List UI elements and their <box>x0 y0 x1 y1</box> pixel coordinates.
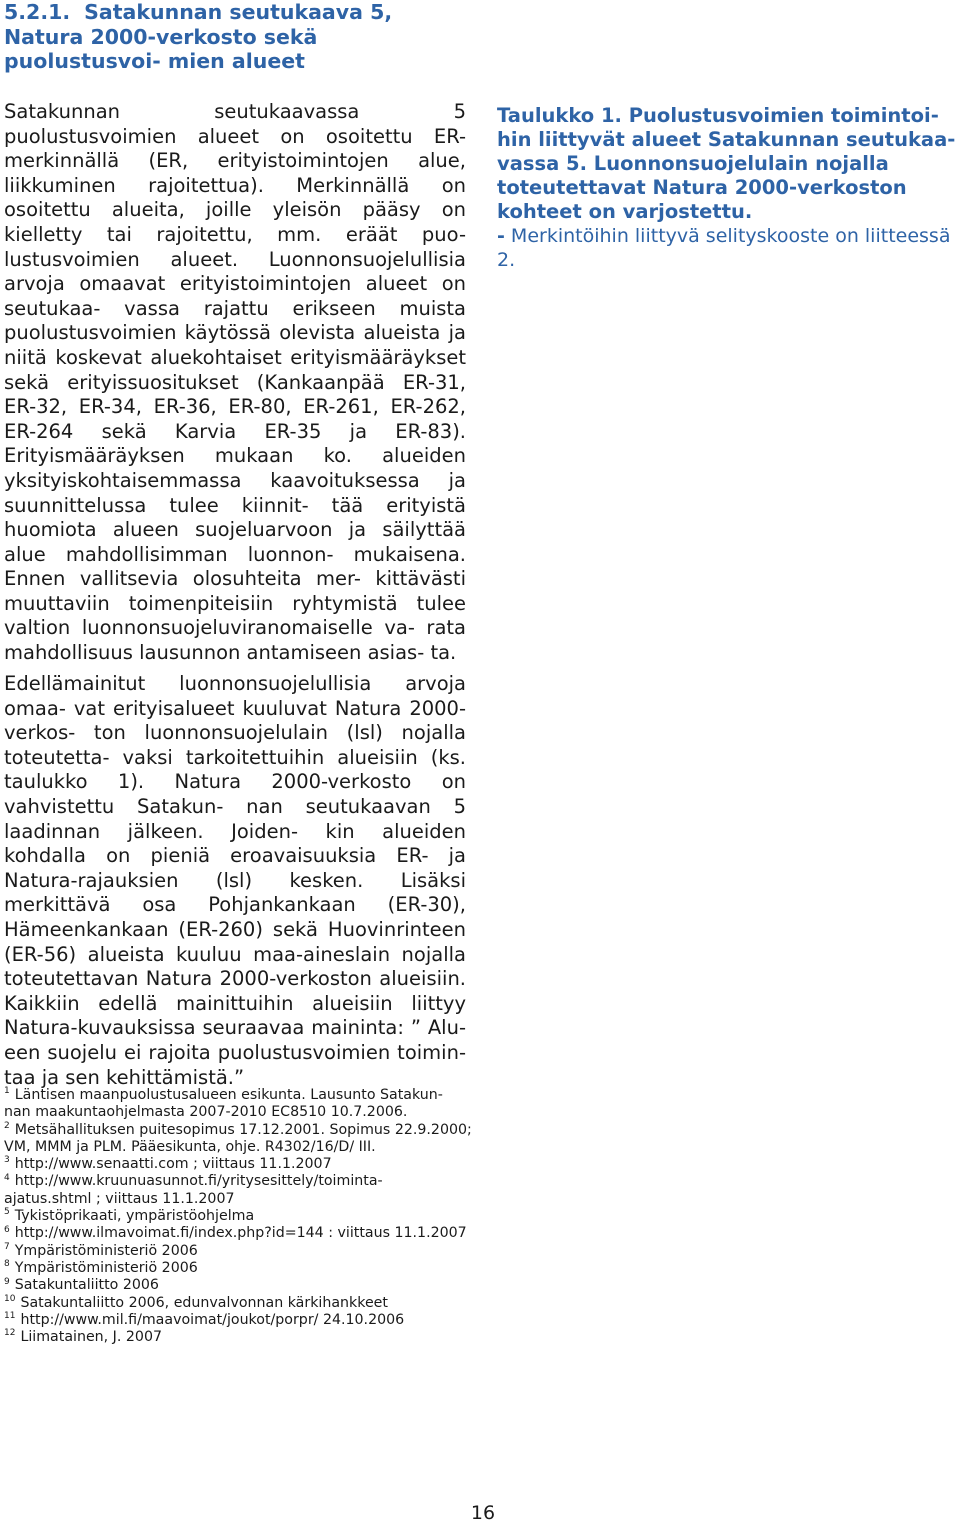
footnote <box>4 1122 474 1157</box>
footnote-text: Liimatainen, J. 2007 <box>20 1329 162 1346</box>
section-title: Satakunnan seutukaava 5, Natura 2000-verkosto sekä puolustusvoi- mien alueet <box>4 0 393 73</box>
footnote-number: 11 <box>4 1311 16 1322</box>
footnote-number: 6 <box>4 1224 10 1235</box>
footnote <box>4 1225 474 1242</box>
footnote <box>4 1260 474 1277</box>
footnote <box>4 1312 474 1329</box>
footnote <box>4 1329 474 1346</box>
footnote-text: Ympäristöministeriö 2006 <box>14 1242 198 1259</box>
footnote-text: Tykistöprikaati, ympäristöohjelma <box>14 1208 255 1225</box>
footnote <box>4 1277 474 1294</box>
footnote <box>4 1243 474 1260</box>
footnote-number: 7 <box>4 1241 10 1252</box>
footnote-number: 9 <box>4 1276 10 1287</box>
table-caption-block <box>497 104 960 272</box>
footnote <box>4 1173 474 1208</box>
footnote-number: 1 <box>4 1086 10 1097</box>
table-note-text: Merkintöihin liittyvä selityskooste on liitteessä 2. <box>497 225 951 271</box>
footnote-text: Läntisen maanpuolustusalueen esikunta. Lausunto Satakun- nan maakuntaohjelmasta 2007-2010 EC8510 10.7.2006. <box>4 1087 443 1121</box>
footnote-number: 4 <box>4 1172 10 1183</box>
footnote-number: 10 <box>4 1293 16 1304</box>
footnote-number: 12 <box>4 1328 16 1339</box>
footnote <box>4 1208 474 1225</box>
table-note-dash: - <box>497 225 505 247</box>
footnote-text: Metsähallituksen puitesopimus 17.12.2001. Sopimus 22.9.2000; VM, MMM ja PLM. Pääesikunta, ohje. R4302/16/D/ III. <box>4 1121 472 1155</box>
footnotes-list <box>4 1087 474 1346</box>
footnote-number: 3 <box>4 1155 10 1166</box>
footnote-text: Satakuntaliitto 2006 <box>14 1277 159 1294</box>
table-caption: Taulukko 1. Puolustusvoimien toimintoi- hin liittyvät alueet Satakunnan seutukaa- vassa 5. Luonnonsuojelulain nojalla toteutettavat Natura 2000-verkoston kohteet on varjostettu. <box>497 104 956 223</box>
footnote-text: http://www.ilmavoimat.fi/index.php?id=144 : viittaus 11.1.2007 <box>14 1225 467 1242</box>
footnote-text: http://www.mil.fi/maavoimat/joukot/porpr/ 24.10.2006 <box>20 1311 405 1328</box>
section-number: 5.2.1. <box>4 0 71 24</box>
footnote <box>4 1156 474 1173</box>
footnote-text: Ympäristöministeriö 2006 <box>14 1259 198 1276</box>
footnote-number: 2 <box>4 1120 10 1131</box>
footnote-text: Satakuntaliitto 2006, edunvalvonnan kärkihankkeet <box>20 1294 388 1311</box>
footnote-number: 8 <box>4 1259 10 1270</box>
body-paragraph-1: Satakunnan seutukaavassa 5 puolustusvoimien alueet on osoitettu ER-merkinnällä (ER, erityistoimintojen alue, liikkuminen rajoitettua). Merkinnällä on osoitettu alueita, joille yleisön pääsy on kielletty tai rajoitettu, mm. eräät puo- lustusvoimien alueet. Luonnonsuojelullisia arvoja omaavat erityistoimintojen alueet on seutukaa- vassa rajattu erikseen muista puolustusvoimien käytössä olevista alueista ja niitä koskevat aluekohtaiset erityismääräykset sekä erityissuositukset (Kankaanpää ER-31, ER-32, ER-34, ER-36, ER-80, ER-261, ER-262, ER-264 sekä Karvia ER-35 ja ER-83). Erityismääräyksen mukaan ko. alueiden yksityiskohtaisemmassa kaavoituksessa ja suunnittelussa tulee kiinnit- tää erityistä huomiota alueen suojeluarvoon ja säilyttää alue mahdollisimman luonnon- mukaisena. Ennen vallitsevia olosuhteita mer- kittävästi muuttaviin toimenpiteisiin ryhtymistä tulee valtion luonnonsuojeluviranomaiselle va- rata mahdollisuus lausunnon antamiseen asias- ta. <box>4 100 466 665</box>
footnote-text: http://www.senaatti.com ; viittaus 11.1.2007 <box>14 1156 332 1173</box>
footnote-number: 5 <box>4 1207 10 1218</box>
footnote-text: http://www.kruunuasunnot.fi/yritysesittely/toiminta- ajatus.shtml ; viittaus 11.1.2007 <box>4 1173 383 1207</box>
table-note <box>497 224 960 272</box>
page-number: 16 <box>470 1502 496 1524</box>
footnote <box>4 1087 474 1122</box>
body-paragraph-2: Edellämainitut luonnonsuojelullisia arvoja omaa- vat erityisalueet kuuluvat Natura 2000-verkos- ton luonnonsuojelulain (lsl) nojalla toteutetta- vaksi tarkoitettuihin alueisiin (ks. taulukko 1). Natura 2000-verkosto on vahvistettu Satakun- nan seutukaavan 5 laadinnan jälkeen. Joiden- kin alueiden kohdalla on pieniä eroavaisuuksia ER- ja Natura-rajauksien (lsl) kesken. Lisäksi merkittävä osa Pohjankankaan (ER-30), Hämeenkankaan (ER-260) sekä Huovinrinteen (ER-56) alueista kuuluu maa-aineslain nojalla toteutettavan Natura 2000-verkoston alueisiin. Kaikkiin edellä mainittuihin alueisiin liittyy Natura-kuvauksissa seuraavaa maininta: ” Alu- een suojelu ei rajoita puolustusvoimien toimin- taa ja sen kehittämistä.” <box>4 672 466 1089</box>
section-heading <box>4 0 474 74</box>
footnote <box>4 1295 474 1312</box>
